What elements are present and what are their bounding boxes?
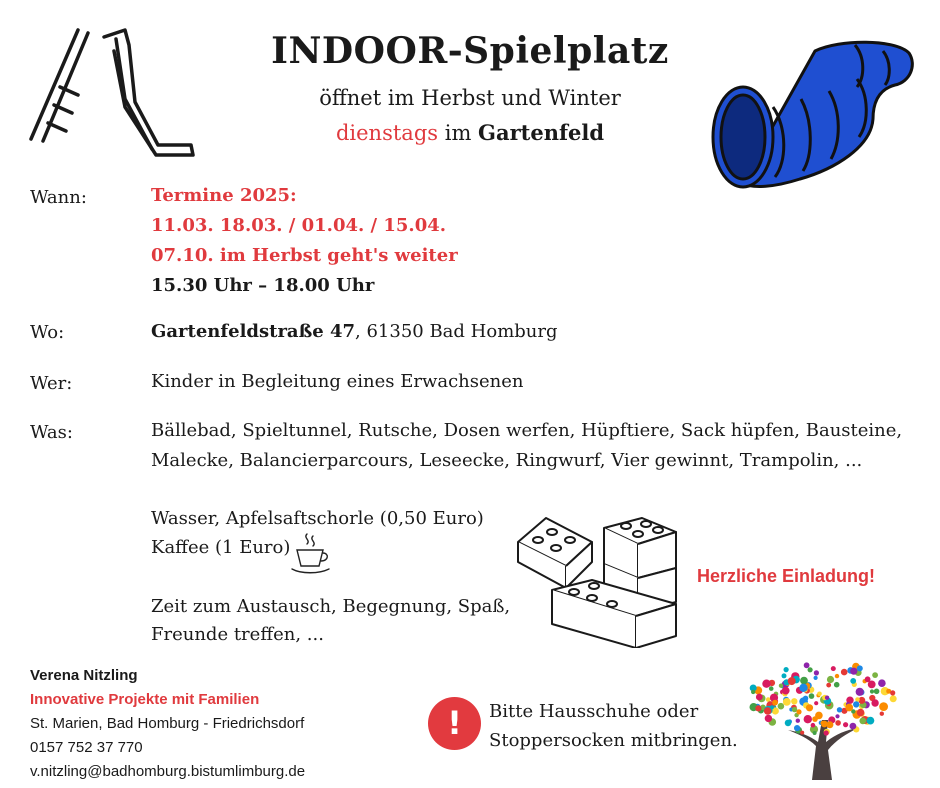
label-was: Was: <box>30 422 73 443</box>
tree-confetti-dot <box>834 682 840 688</box>
tree-confetti-dot <box>809 693 815 699</box>
tree-confetti-dot <box>804 662 810 668</box>
tree-confetti-dot <box>874 689 880 695</box>
note-line-2: Stoppersocken mitbringen. <box>489 730 738 751</box>
tree-confetti-dot <box>871 699 878 706</box>
audience-text: Kinder in Begleitung eines Erwachsenen <box>151 371 524 392</box>
tree-confetti-dot <box>800 677 808 685</box>
tree-confetti-dot <box>872 672 878 678</box>
tree-confetti-dot <box>843 722 848 727</box>
tree-confetti-dot <box>812 716 818 722</box>
tree-confetti-dot <box>835 720 841 726</box>
tree-confetti-dot <box>878 679 886 687</box>
contact-parish: St. Marien, Bad Homburg - Friedrichsdorf <box>30 715 305 732</box>
tree-confetti-dot <box>783 698 791 706</box>
tree-confetti-dot <box>817 692 822 697</box>
tree-confetti-dot <box>794 725 800 731</box>
invitation-text: Herzliche Einladung! <box>697 566 876 586</box>
subtitle-day-location <box>0 120 940 145</box>
tree-confetti-dot <box>837 707 842 712</box>
termine-herbst: 07.10. im Herbst geht's weiter <box>151 245 458 266</box>
tree-confetti-dot <box>820 721 824 725</box>
tree-confetti-dot <box>756 694 763 701</box>
tree-confetti-dot <box>772 700 778 706</box>
address-street: Gartenfeldstraße 47 <box>151 321 356 342</box>
tree-confetti-dot <box>824 730 829 735</box>
tree-confetti-dot <box>850 678 856 684</box>
tree-confetti-dot <box>796 709 801 714</box>
tree-confetti-dot <box>799 684 807 692</box>
tree-confetti-dot <box>870 689 874 693</box>
tree-confetti-dot <box>841 669 848 676</box>
contact-name: Verena Nitzling <box>30 667 138 684</box>
tree-confetti-dot <box>855 697 860 702</box>
tree-icon <box>742 650 902 780</box>
tree-confetti-dot <box>788 677 796 685</box>
tree-confetti-dot <box>813 731 817 735</box>
tree-confetti-dot <box>857 709 865 717</box>
contact-project: Innovative Projekte mit Familien <box>30 691 260 708</box>
subtitle-connector: im <box>438 121 479 145</box>
label-wann: Wann: <box>30 187 87 208</box>
tree-confetti-dot <box>784 667 789 672</box>
tree-confetti-dot <box>865 676 871 682</box>
tree-confetti-dot <box>764 707 772 715</box>
social-line-1: Zeit zum Austausch, Begegnung, Spaß, <box>151 596 511 617</box>
drinks-line-2: Kaffee (1 Euro) <box>151 537 291 558</box>
tree-confetti-dot <box>800 731 804 735</box>
address <box>151 317 558 347</box>
tree-confetti-dot <box>831 666 836 671</box>
tree-confetti-dot <box>825 696 829 700</box>
tree-confetti-dot <box>804 715 812 723</box>
subtitle-day: dienstags <box>335 121 439 145</box>
termine-dates: 11.03. 18.03. / 01.04. / 15.04. <box>151 215 447 236</box>
tree-confetti-dot <box>751 690 755 694</box>
tree-confetti-dot <box>765 715 772 722</box>
tree-confetti-dot <box>835 674 839 678</box>
contact-email: v.nitzling@badhomburg.bistumlimburg.de <box>30 763 306 780</box>
tree-confetti-dot <box>880 712 884 716</box>
tree-confetti-dot <box>850 723 857 730</box>
tree-confetti-dot <box>785 720 792 727</box>
tree-confetti-dot <box>826 683 831 688</box>
social-line-2: Freunde treffen, ... <box>151 624 324 645</box>
note-line-1: Bitte Hausschuhe oder <box>489 701 699 722</box>
tree-confetti-dot <box>859 718 866 725</box>
slipper-note <box>489 697 738 755</box>
tree-confetti-dot <box>835 714 839 718</box>
tree-confetti-dot <box>779 684 783 688</box>
coffee-cup-icon <box>289 532 331 576</box>
tree-confetti-dot <box>827 676 834 683</box>
tree-confetti-dot <box>814 676 818 680</box>
contact-block <box>30 664 305 784</box>
tree-confetti-dot <box>890 695 897 702</box>
tree-confetti-dot <box>791 698 797 704</box>
tree-confetti-dot <box>808 667 813 672</box>
page-title: INDOOR-Spielplatz <box>271 30 669 72</box>
label-wer: Wer: <box>30 373 73 394</box>
tree-confetti-dot <box>782 687 790 695</box>
tree-confetti-dot <box>814 701 818 705</box>
tree-confetti-dot <box>778 703 785 710</box>
contact-phone: 0157 752 37 770 <box>30 739 143 756</box>
warning-icon: ! <box>428 697 481 750</box>
termine-heading: Termine 2025: <box>151 185 297 206</box>
label-wo: Wo: <box>30 322 65 343</box>
tree-confetti-dot <box>857 665 863 671</box>
tree-confetti-dot <box>890 690 895 695</box>
tree-confetti-dot <box>853 701 859 707</box>
tree-confetti-dot <box>769 686 774 691</box>
address-city: , 61350 Bad Homburg <box>355 321 558 342</box>
subtitle-season: öffnet im Herbst und Winter <box>319 86 621 110</box>
tree-confetti-dot <box>814 670 819 675</box>
tree-confetti-dot <box>879 702 888 711</box>
tree-confetti-dot <box>762 680 770 688</box>
tree-confetti-dot <box>796 719 800 723</box>
tree-confetti-dot <box>867 717 875 725</box>
drinks-line-1: Wasser, Apfelsaftschorle (0,50 Euro) <box>151 508 484 529</box>
building-blocks-icon <box>508 512 684 648</box>
tree-confetti-dot <box>811 723 816 728</box>
subtitle-location: Gartenfeld <box>478 120 605 145</box>
tree-confetti-dot <box>782 673 787 678</box>
tree-confetti-dot <box>856 688 864 696</box>
tree-confetti-dot <box>806 704 813 711</box>
activities-line-2: Malecke, Balancierparcours, Leseecke, Ringwurf, Vier gewinnt, Trampolin, ... <box>151 450 863 471</box>
tree-confetti-dot <box>826 721 833 728</box>
tree-confetti-dot <box>850 668 857 675</box>
tree-confetti-dot <box>755 705 761 711</box>
tree-confetti-dot <box>845 704 853 712</box>
opening-time: 15.30 Uhr – 18.00 Uhr <box>151 275 375 296</box>
activities-line-1: Bällebad, Spieltunnel, Rutsche, Dosen werfen, Hüpftiere, Sack hüpfen, Bausteine, <box>151 420 903 441</box>
